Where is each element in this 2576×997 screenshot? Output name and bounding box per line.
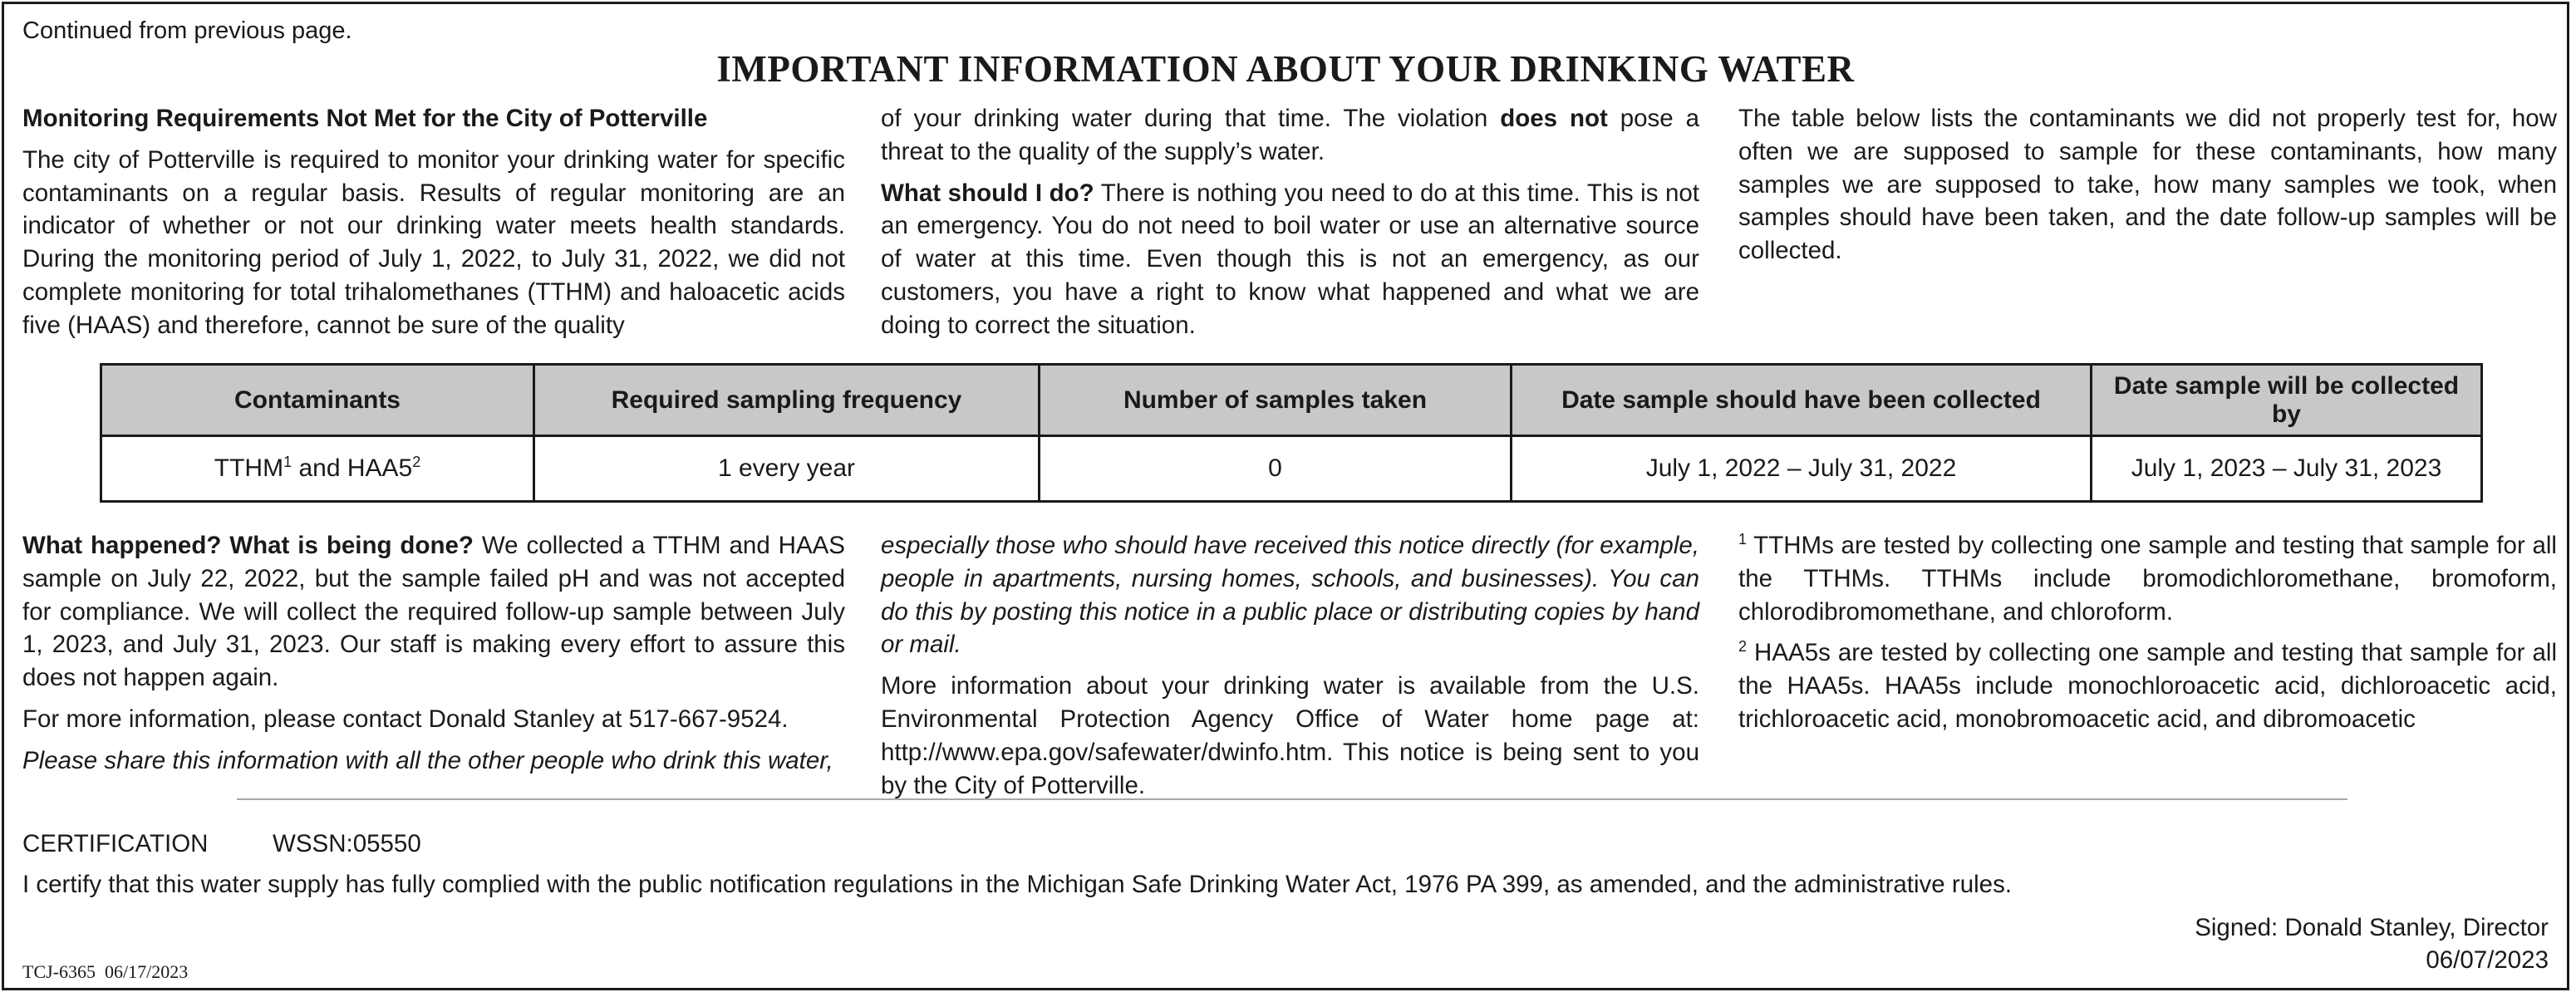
footnote-ref-2: 2 — [412, 454, 421, 470]
section-divider — [237, 798, 2347, 800]
footnote-2-text: HAA5s are tested by collecting one sample and testing that sample for all the HAA5s. HAA5s include monochloroacetic acid, dichloroacetic acid, trichloroacetic acid, monobromoacetic acid, and dibromoacetic — [1738, 639, 2557, 733]
footnote-1-text: TTHMs are tested by collecting one sample and testing that sample for all the TTHMs. TTHMs include bromodichloromethane, bromoform, chlorodibromomethane, and chloroform. — [1738, 532, 2557, 626]
column-header: Date sample will be collected by — [2092, 365, 2482, 436]
violation-paragraph — [881, 102, 1699, 169]
signature-block — [2195, 911, 2549, 976]
certification-label: CERTIFICATION — [22, 830, 209, 857]
contaminant-cell — [101, 436, 534, 502]
footer-code: TCJ-6365 06/17/2023 — [22, 961, 189, 982]
what-happened-paragraph — [22, 529, 845, 695]
does-not-emphasis: does not — [1500, 105, 1608, 132]
table-intro-paragraph: The table below lists the contaminants we did not properly test for, how often we are supposed to sample for these contaminants, how many samples we are supposed to take, how many samples we took, when samples should have been taken, and the date follow-up samples will be collected. — [1738, 105, 2557, 265]
contaminant-tthm: TTHM — [214, 454, 284, 482]
share-text: Please share this information with all the other people who drink this water, — [22, 746, 833, 774]
contaminant-haa5: and HAA5 — [292, 454, 413, 482]
frequency-cell: 1 every year — [534, 436, 1040, 502]
more-info-paragraph: More information about your drinking water is available from the U.S. Environmental Protection Agency Office of Water home page at: http://www.epa.gov/safewater/dwinfo.htm. This notice is being sent to you by the City of Potterville. — [881, 672, 1699, 799]
should-have-collected-cell: July 1, 2022 – July 31, 2022 — [1512, 436, 2092, 502]
share-continued-paragraph — [881, 529, 1699, 661]
footnote-ref-1: 1 — [283, 454, 293, 470]
signed-by: Signed: Donald Stanley, Director — [2195, 914, 2549, 941]
section-heading: Monitoring Requirements Not Met for the City of Potterville — [22, 105, 708, 132]
more-info-section — [881, 529, 1699, 802]
column-header: Contaminants — [101, 365, 534, 436]
notice-page — [2, 2, 2569, 990]
what-happened-section — [22, 529, 845, 778]
monitoring-section — [22, 102, 845, 342]
violation-section — [881, 102, 1699, 342]
table-header-row — [101, 365, 2482, 436]
contaminants-table — [100, 363, 2483, 503]
violation-text-cont: pose a threat to the quality of the supply’s water. — [881, 105, 1699, 165]
footnote-2-number: 2 — [1738, 638, 1748, 656]
share-paragraph — [22, 744, 845, 778]
certification-statement: I certify that this water supply has fully complied with the public notification regulations in the Michigan Safe Drinking Water Act, 1976 PA 399, as amended, and the administrative rules. — [22, 871, 2013, 898]
footnote-2 — [1738, 636, 2557, 735]
footnotes-section — [1738, 529, 2557, 736]
what-happened-heading: What happened? What is being done? — [22, 532, 474, 559]
table-row — [101, 436, 2482, 502]
share-continued-text: especially those who should have received this notice directly (for example, people in apartments, nursing homes, schools, and businesses). You can do this by posting this notice in a public place or distributing copies by hand or mail. — [881, 532, 1699, 659]
table-intro-section — [1738, 102, 2557, 268]
column-header: Number of samples taken — [1040, 365, 1512, 436]
continued-note: Continued from previous page. — [22, 17, 352, 44]
signed-date: 06/07/2023 — [2426, 946, 2549, 974]
violation-text: of your drinking water during that time. The violation — [881, 105, 1501, 132]
what-should-i-do-text: There is nothing you need to do at this time. This is not an emergency. You do not need to boil water or use an alternative source of water at this time. Even though this is not an emergency, as our customers, you have a right to know what happened and what we are doing to correct the situation. — [881, 179, 1699, 339]
column-header: Required sampling frequency — [534, 365, 1040, 436]
page-title: IMPORTANT INFORMATION ABOUT YOUR DRINKING WATER — [716, 48, 1855, 90]
samples-taken-cell: 0 — [1040, 436, 1512, 502]
footnote-1-number: 1 — [1738, 531, 1748, 548]
wssn-number: WSSN:05550 — [273, 830, 421, 857]
column-header: Date sample should have been collected — [1512, 365, 2092, 436]
footnote-1 — [1738, 529, 2557, 628]
what-should-i-do-paragraph — [881, 177, 1699, 342]
what-should-i-do-heading: What should I do? — [881, 179, 1094, 207]
contact-paragraph: For more information, please contact Donald Stanley at 517-667-9524. — [22, 705, 789, 733]
monitoring-paragraph: The city of Potterville is required to monitor your drinking water for specific contaminants on a regular basis. Results of regular monitoring are an indicator of whether or not our drinking water meets health standards. During the monitoring period of July 1, 2022, to July 31, 2022, we did not complete monitoring for total trihalomethanes (TTHM) and haloacetic acids five (HAAS) and therefore, cannot be sure of the quality — [22, 145, 845, 339]
what-happened-text: We collected a TTHM and HAAS sample on July 22, 2022, but the sample failed pH and was not accepted for compliance. We will collect the required follow-up sample between July 1, 2023, and July 31, 2023. Our staff is making every effort to assure this does not happen again. — [22, 532, 845, 692]
will-be-collected-cell: July 1, 2023 – July 31, 2023 — [2092, 436, 2482, 502]
